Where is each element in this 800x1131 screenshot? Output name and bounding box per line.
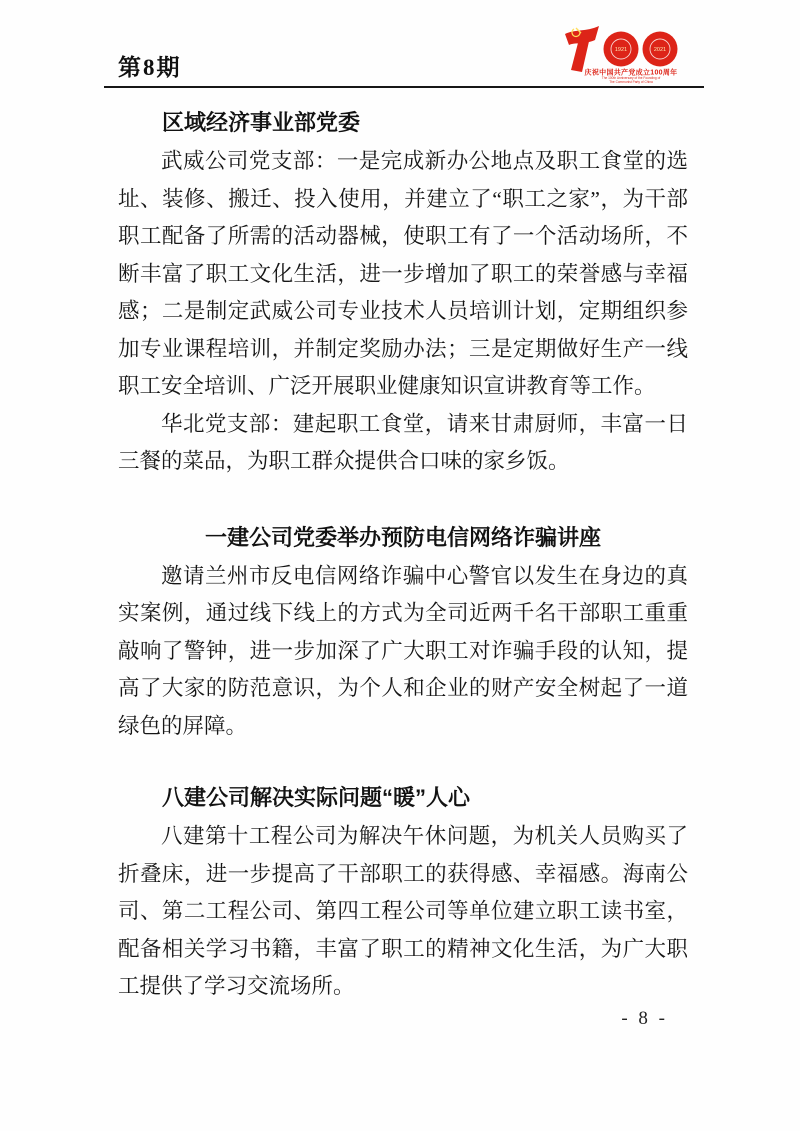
document-body	[118, 88, 688, 1006]
paragraph: 武威公司党支部：一是完成新办公地点及职工食堂的选址、装修、搬迁、投入使用，并建立了“职工之家”，为干部职工配备了所需的活动器械，使职工有了一个活动场所，不断丰富了职工文化生活，进一步增加了职工的荣誉感与幸福感；二是制定武威公司专业技术人员培训计划，定期组织参加专业课程培训，并制定奖励办法；三是定期做好生产一线职工安全培训、广泛开展职业健康知识宣讲教育等工作。	[118, 149, 688, 398]
issue-label: 第8期	[118, 55, 182, 80]
section-heading: 一建公司党委举办预防电信网络诈骗讲座	[204, 524, 601, 550]
logo-year-left: 1921	[614, 47, 628, 53]
paragraph: 华北党支部：建起职工食堂，请来甘肃厨师，丰富一日三餐的菜品，为职工群众提供合口味的家乡饭。	[118, 411, 688, 473]
logo-caption-cn: 庆祝中国共产党成立100周年	[584, 69, 678, 77]
flag-icon	[565, 26, 599, 72]
zero-2021-icon	[643, 32, 678, 67]
section-bajian-warm-hearts	[118, 783, 688, 1006]
cpc-100th-anniversary-logo	[562, 24, 700, 84]
page-header	[104, 0, 704, 88]
page-number: - 8 -	[621, 1008, 668, 1029]
logo-year-right: 2021	[653, 47, 667, 53]
zero-1921-icon	[604, 32, 639, 67]
paragraph: 邀请兰州市反电信网络诈骗中心警官以发生在身边的真实案例，通过线下线上的方式为全司近两千名干部职工重重敲响了警钟，进一步加深了广大职工对诈骗手段的认知，提高了大家的防范意识，为个人和企业的财产安全树起了一道绿色的屏障。	[118, 563, 688, 738]
logo-caption-en-2: The Communist Party of China	[609, 80, 653, 84]
cpc-100-logo-svg	[562, 24, 700, 84]
section-fraud-prevention-lecture	[118, 523, 688, 746]
logo-caption-en-1: The 100th Anniversary of the Founding of	[601, 76, 661, 81]
section-regional-economy	[118, 108, 688, 481]
section-heading: 八建公司解决实际问题“暖”人心	[162, 785, 471, 810]
section-heading: 区域经济事业部党委	[162, 110, 361, 135]
paragraph: 八建第十工程公司为解决午休问题，为机关人员购买了折叠床，进一步提高了干部职工的获得感、幸福感。海南公司、第二工程公司、第四工程公司等单位建立职工读书室，配备相关学习书籍，丰富了职工的精神文化生活，为广大职工提供了学习交流场所。	[118, 824, 688, 998]
